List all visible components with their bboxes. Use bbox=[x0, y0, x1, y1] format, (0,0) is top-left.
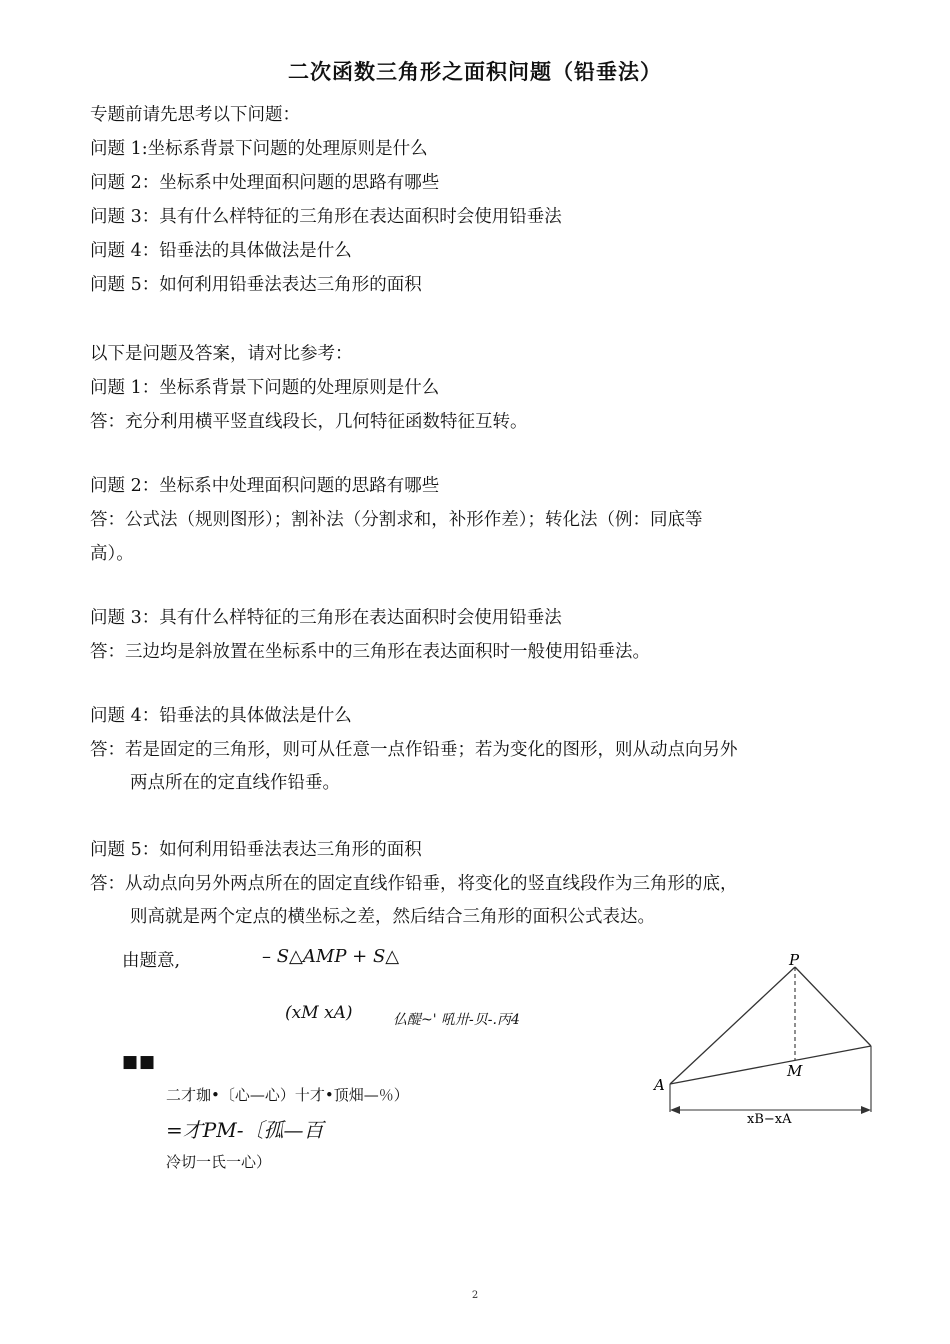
intro-question-4: 问题 4：铅垂法的具体做法是什么 bbox=[90, 241, 352, 261]
intro-question-2: 问题 2：坐标系中处理面积问题的思路有哪些 bbox=[90, 173, 440, 193]
qa-answer-2: 答：公式法（规则图形）；割补法（分割求和，补形作差）；转化法（例：同底等 bbox=[90, 510, 703, 530]
intro-question-5: 问题 5：如何利用铅垂法表达三角形的面积 bbox=[90, 275, 422, 295]
qa-answer-3: 答：三边均是斜放置在坐标系中的三角形在表达面积时一般使用铅垂法。 bbox=[90, 642, 650, 662]
qa-question-3: 问题 3：具有什么样特征的三角形在表达面积时会使用铅垂法 bbox=[90, 608, 562, 628]
qa-question-1: 问题 1：坐标系背景下问题的处理原则是什么 bbox=[90, 378, 440, 398]
qa-answer-2-cont: 高）。 bbox=[90, 544, 134, 564]
side-pb bbox=[795, 967, 871, 1046]
side-ab bbox=[670, 1046, 871, 1084]
label-width: xB−xA bbox=[747, 1112, 792, 1127]
vertical-method-figure bbox=[650, 945, 890, 1135]
arrowhead-right bbox=[861, 1106, 871, 1114]
label-p: P bbox=[789, 951, 800, 969]
answers-heading: 以下是问题及答案，请对比参考： bbox=[90, 344, 353, 364]
side-ap bbox=[670, 967, 795, 1084]
derivation-eq3: 二才珈•〔心—心）十才•顶畑—％） bbox=[166, 1086, 409, 1104]
derivation-bullets: ■■ bbox=[122, 1052, 157, 1072]
derivation-eq1: – S△AMP + S△ bbox=[262, 946, 400, 967]
arrowhead-left bbox=[670, 1106, 680, 1114]
qa-answer-5: 答：从动点向另外两点所在的固定直线作铅垂，将变化的竖直线段作为三角形的底， bbox=[90, 874, 738, 894]
intro-question-3: 问题 3：具有什么样特征的三角形在表达面积时会使用铅垂法 bbox=[90, 207, 562, 227]
intro-question-1: 问题 1:坐标系背景下问题的处理原则是什么 bbox=[90, 139, 428, 159]
intro-heading: 专题前请先思考以下问题： bbox=[90, 105, 300, 125]
derivation-eq5: 冷切一氏一心） bbox=[166, 1153, 272, 1171]
qa-answer-1: 答：充分利用横平竖直线段长，几何特征函数特征互转。 bbox=[90, 412, 528, 432]
qa-question-4: 问题 4：铅垂法的具体做法是什么 bbox=[90, 706, 352, 726]
qa-answer-5-cont: 则高就是两个定点的横坐标之差，然后结合三角形的面积公式表达。 bbox=[130, 907, 655, 927]
qa-answer-4: 答：若是固定的三角形，则可从任意一点作铅垂；若为变化的图形，则从动点向另外 bbox=[90, 740, 738, 760]
derivation-eq2a: (xM xA) bbox=[285, 1003, 353, 1023]
qa-question-5: 问题 5：如何利用铅垂法表达三角形的面积 bbox=[90, 840, 422, 860]
page-title: 二次函数三角形之面积问题（铅垂法） bbox=[288, 60, 662, 84]
derivation-eq2b: 仏醍~' 吼卅-贝-.丙4 bbox=[393, 1012, 520, 1028]
page-number: 2 bbox=[471, 1290, 479, 1301]
derivation-lead: 由题意, bbox=[122, 951, 181, 971]
label-m: M bbox=[787, 1062, 803, 1080]
qa-question-2: 问题 2：坐标系中处理面积问题的思路有哪些 bbox=[90, 476, 440, 496]
qa-answer-4-cont: 两点所在的定直线作铅垂。 bbox=[130, 773, 340, 793]
label-a: A bbox=[654, 1076, 665, 1094]
derivation-eq4: =才PM-〔孤—百 bbox=[166, 1118, 324, 1142]
